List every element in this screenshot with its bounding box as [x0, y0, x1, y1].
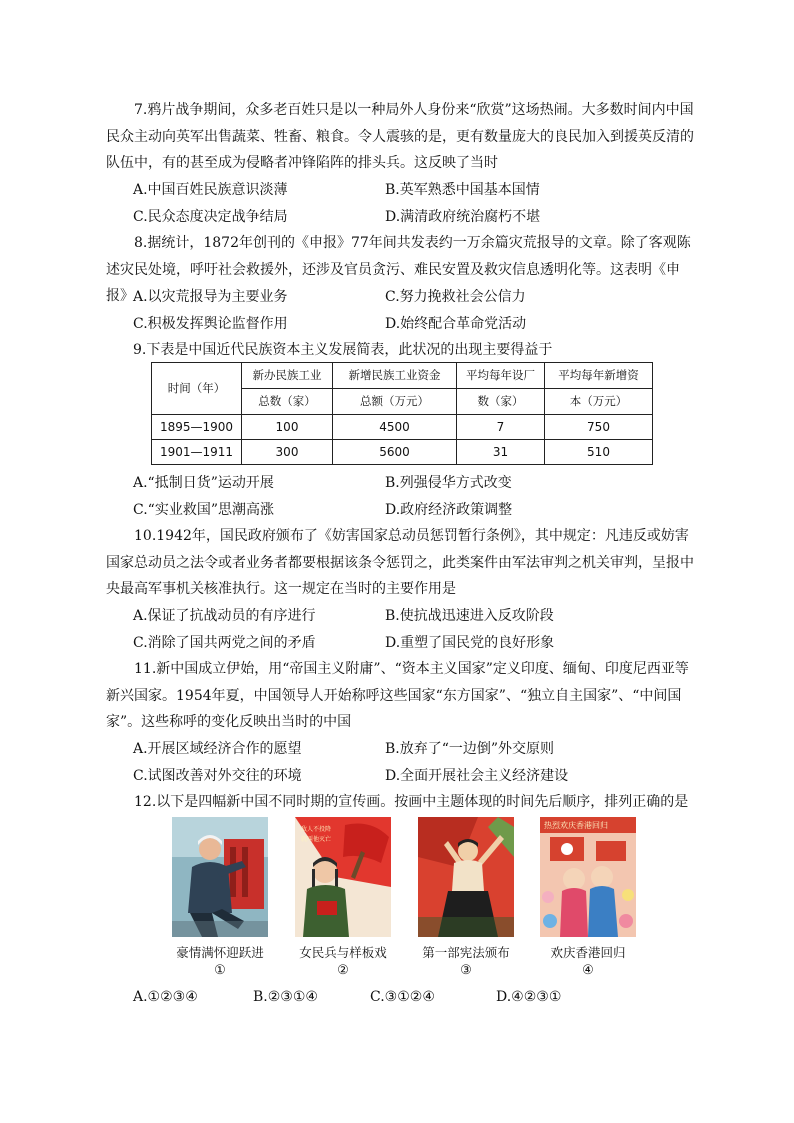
- q8-option-d[interactable]: D.始终配合革命党活动: [385, 315, 527, 332]
- poster-1-caption: 豪情满怀迎跃进: [176, 945, 264, 960]
- svg-text:热烈欢庆香港回归: 热烈欢庆香港回归: [544, 821, 608, 830]
- table-cell: 1895—1900: [152, 415, 242, 440]
- q10-option-d[interactable]: D.重塑了国民党的良好形象: [385, 634, 555, 651]
- q7-option-a[interactable]: A.中国百姓民族意识淡薄: [133, 182, 288, 198]
- enterprise-table: [151, 362, 653, 465]
- question-7-stem: 7.鸦片战争期间，众多老百姓只是以一种局外人身份来“欣赏”这场热闹。大多数时间内中国民众主动向英军出售蔬菜、牲畜、粮食。令人震骇的是，更有数量庞大的良民加入到援英反清的队伍中，有的甚至成为侵略者冲锋陷阵的排头兵。这反映了当时: [106, 102, 694, 171]
- table-cell: 5600: [333, 440, 457, 465]
- table-cell: 300: [242, 440, 333, 465]
- q8-option-b[interactable]: C.努力挽救社会公信力: [385, 289, 526, 305]
- question-8-stem: 8.据统计，1872年创刊的《申报》77年间共发表约一万余篇灾荒报导的文章。除了客观陈述灾民处境，呼吁社会救援外，还涉及官员贪污、难民安置及救灾信息透明化等。这表明《申报》: [106, 235, 691, 304]
- table-header-avg-factories-unit: 数（家）: [457, 389, 545, 415]
- q8-option-c[interactable]: C.积极发挥舆论监督作用: [133, 315, 288, 332]
- q7-option-d[interactable]: D.满清政府统治腐朽不堪: [385, 208, 541, 225]
- q9-option-a[interactable]: A.“抵制日货”运动开展: [133, 475, 274, 491]
- q11-option-b[interactable]: B.放弃了“一边倒”外交原则: [385, 741, 555, 757]
- q12-option-d[interactable]: D.④②③①: [496, 989, 562, 1005]
- q10-option-c[interactable]: C.消除了国共两党之间的矛盾: [133, 634, 316, 651]
- question-7: [106, 97, 698, 177]
- question-8-options: [133, 284, 693, 337]
- question-9: [133, 337, 725, 364]
- q12-option-b[interactable]: B.②③①④: [253, 989, 318, 1005]
- table-header-time: 时间（年）: [152, 363, 242, 415]
- table-row: [152, 440, 653, 465]
- q9-option-c[interactable]: C.“实业救国”思潮高涨: [133, 501, 274, 518]
- table-header-avg-factories: 平均每年设厂: [457, 363, 545, 389]
- question-7-options: [133, 177, 693, 230]
- table-cell: 4500: [333, 415, 457, 440]
- q9-option-b[interactable]: B.列强侵华方式改变: [385, 475, 512, 491]
- table-header-new-enterprises: 新办民族工业: [242, 363, 333, 389]
- table-cell: 510: [545, 440, 653, 465]
- svg-text:就叫他灭亡: 就叫他灭亡: [301, 836, 332, 843]
- table-cell: 7: [457, 415, 545, 440]
- q8-option-a[interactable]: A.以灾荒报导为主要业务: [133, 289, 288, 305]
- table-cell: 31: [457, 440, 545, 465]
- question-9-options: [133, 470, 693, 523]
- q10-option-b[interactable]: B.使抗战迅速进入反攻阶段: [385, 608, 554, 624]
- table-header-avg-capital-unit: 本（万元）: [545, 389, 653, 415]
- q9-option-d[interactable]: D.政府经济政策调整: [385, 501, 513, 518]
- poster-2-caption: 女民兵与样板戏: [299, 945, 387, 960]
- question-10-stem: 10.1942年，国民政府颁布了《妨害国家总动员惩罚暂行条例》，其中规定：凡违反或妨害国家总动员之法令或者业务者都要根据该条令惩罚之，此类案件由军法审判之机关审判，呈报中央最高军事机关核准执行。这一规定在当时的主要作用是: [106, 528, 694, 597]
- q12-option-c[interactable]: C.③①②④: [370, 989, 435, 1005]
- question-12-stem: 12.以下是四幅新中国不同时期的宣传画。按画中主题体现的时间先后顺序，排列正确的是: [134, 794, 689, 810]
- q7-option-b[interactable]: B.英军熟悉中国基本国情: [385, 182, 540, 198]
- question-10: [106, 523, 698, 603]
- poster-3-caption: 第一部宪法颁布: [422, 945, 510, 960]
- q12-option-a[interactable]: A.①②③④: [133, 989, 198, 1005]
- q11-option-d[interactable]: D.全面开展社会主义经济建设: [385, 767, 569, 784]
- table-header-avg-capital: 平均每年新增资: [545, 363, 653, 389]
- q11-option-c[interactable]: C.试图改善对外交往的环境: [133, 767, 302, 784]
- militia-poster-image: [295, 817, 391, 937]
- q10-option-a[interactable]: A.保证了抗战动员的有序进行: [133, 608, 316, 624]
- table-header-new-capital-unit: 总额（万元）: [333, 389, 457, 415]
- question-12-options: [133, 984, 653, 1010]
- q7-option-c[interactable]: C.民众态度决定战争结局: [133, 208, 288, 225]
- question-11: [106, 656, 698, 736]
- poster-row: [160, 817, 640, 982]
- table-header-new-capital: 新增民族工业资金: [333, 363, 457, 389]
- poster-3-number: ③: [460, 963, 472, 978]
- question-10-options: [133, 603, 693, 656]
- question-12: [106, 789, 698, 816]
- question-11-options: [133, 736, 693, 789]
- question-11-stem: 11.新中国成立伊始，用“帝国主义附庸”、“资本主义国家”定义印度、缅甸、印度尼西亚等新兴国家。1954年夏，中国领导人开始称呼这些国家“东方国家”、“独立自主国家”、“中间国家”。这些称呼的变化反映出当时的中国: [106, 661, 689, 730]
- table-cell: 100: [242, 415, 333, 440]
- table-row: [152, 415, 653, 440]
- hongkong-poster-image: [540, 817, 636, 937]
- poster-1-number: ①: [214, 963, 226, 978]
- question-9-stem: 9.下表是中国近代民族资本主义发展简表，此状况的出现主要得益于: [133, 342, 553, 358]
- table-cell: 1901—1911: [152, 440, 242, 465]
- poster-4-caption: 欢庆香港回归: [550, 945, 626, 960]
- poster-2-number: ②: [337, 963, 349, 978]
- table-header-new-enterprises-unit: 总数（家）: [242, 389, 333, 415]
- constitution-poster-image: [418, 817, 514, 937]
- svg-text:敌人不投降: 敌人不投降: [301, 826, 332, 833]
- worker-poster-image: [172, 817, 268, 937]
- q11-option-a[interactable]: A.开展区域经济合作的愿望: [133, 741, 302, 757]
- poster-4-number: ④: [582, 963, 594, 978]
- table-cell: 750: [545, 415, 653, 440]
